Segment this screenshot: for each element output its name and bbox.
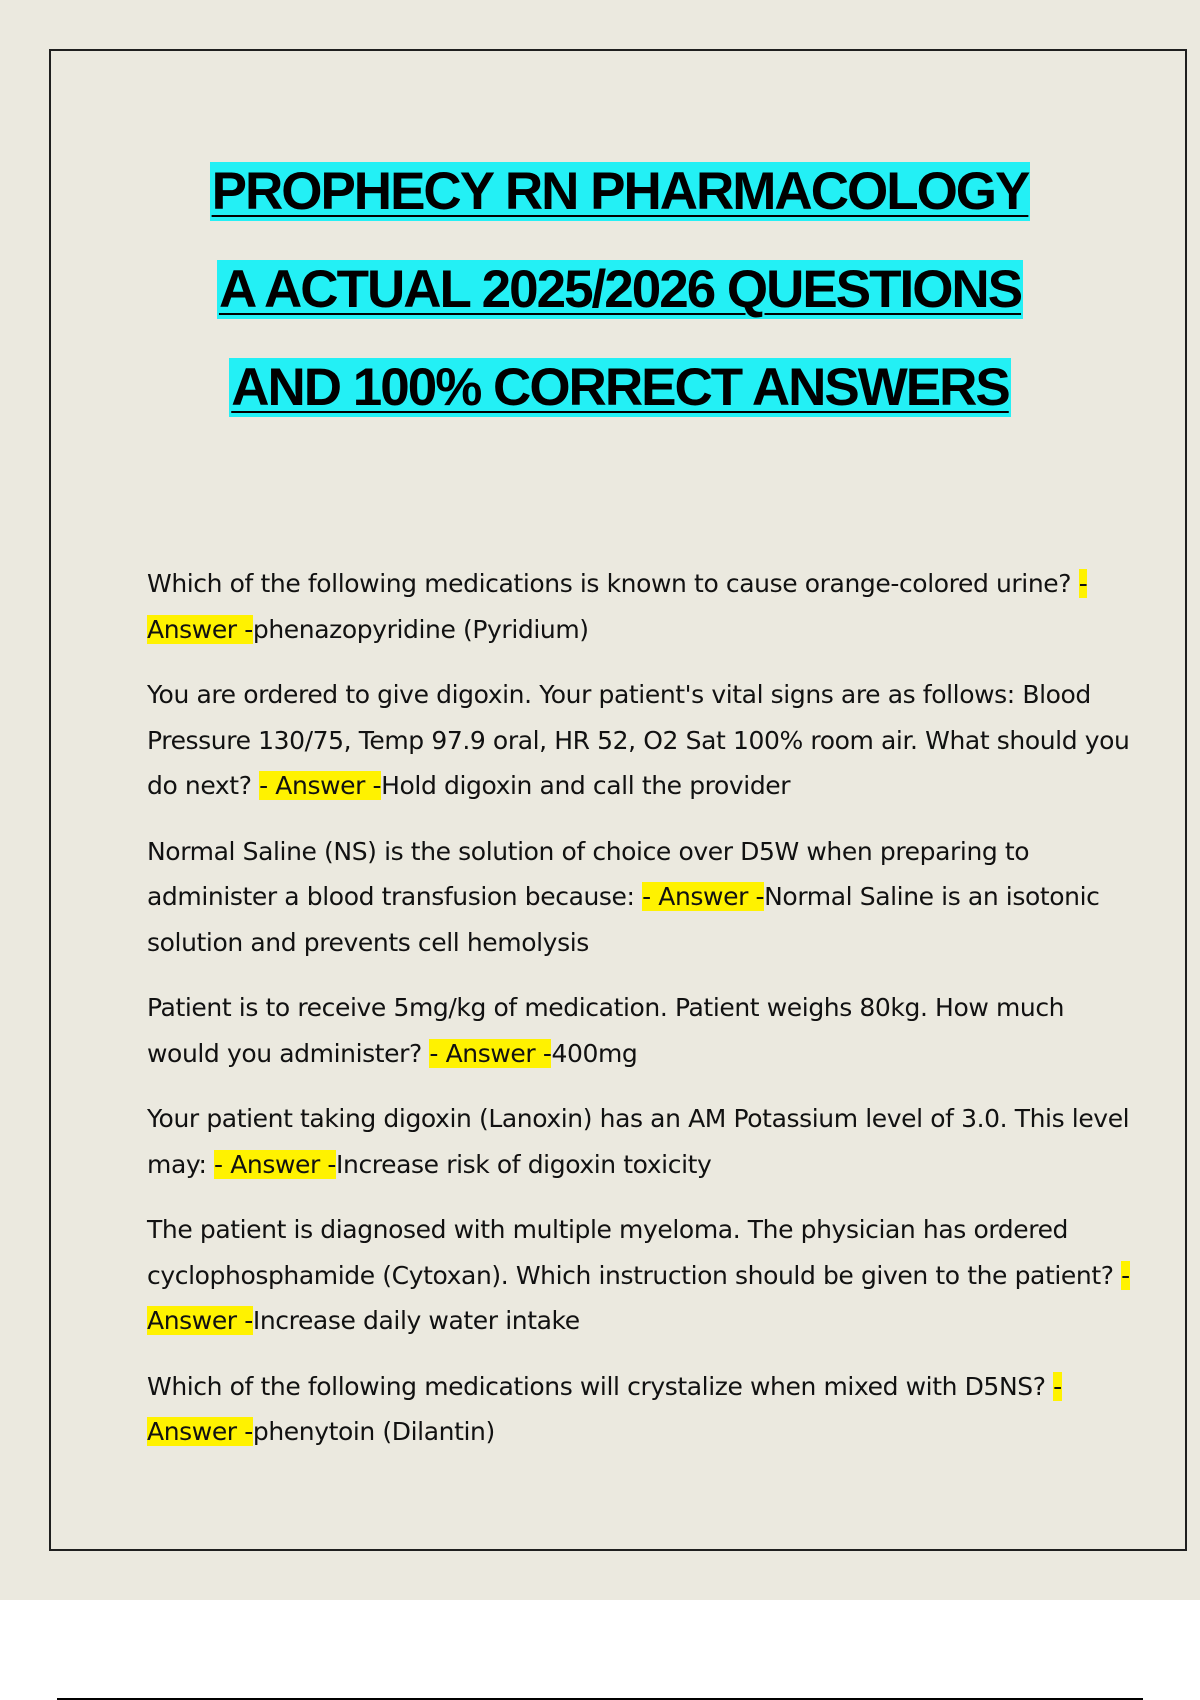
question-text: You are ordered to give digoxin. Your patient's vital signs are as follows: Blood Pressure 130/75, Temp 97.9 oral, HR 52, O2 Sat 100% room air. What should you do next? (147, 680, 1130, 800)
answer-marker: - Answer - (642, 882, 765, 911)
qa-item (147, 829, 1137, 966)
title-line-text: PROPHECY RN PHARMACOLOGY (211, 162, 1029, 221)
document-title (51, 143, 1189, 437)
answer-marker: - Answer - (147, 569, 1088, 644)
title-line (51, 339, 1189, 437)
question-text: Which of the following medications is known to cause orange-colored urine? (147, 569, 1079, 598)
answer-marker: - Answer - (147, 1371, 1062, 1446)
qa-item (147, 1096, 1137, 1187)
qa-item (147, 561, 1137, 652)
title-line-text: AND 100% CORRECT ANSWERS (231, 358, 1009, 417)
question-answer-list (147, 561, 1137, 1475)
question-text: Your patient taking digoxin (Lanoxin) has an AM Potassium level of 3.0. This level may: (147, 1104, 1130, 1179)
qa-item (147, 1364, 1137, 1455)
answer-text: 400mg (551, 1038, 638, 1068)
title-line-text: A ACTUAL 2025/2026 QUESTIONS (218, 260, 1022, 319)
qa-item (147, 985, 1137, 1076)
question-text: Patient is to receive 5mg/kg of medication. Patient weighs 80kg. How much would you administer? (147, 993, 1065, 1068)
question-text: Which of the following medications will crystalize when mixed with D5NS? (147, 1371, 1054, 1401)
answer-text: Increase risk of digoxin toxicity (336, 1149, 712, 1179)
answer-marker: - Answer - (259, 771, 382, 800)
qa-item (147, 1207, 1137, 1344)
answer-text: phenytoin (Dilantin) (252, 1417, 495, 1446)
answer-marker: - Answer - (429, 1038, 552, 1068)
answer-text: Increase daily water intake (252, 1306, 580, 1335)
answer-marker: - Answer - (214, 1149, 337, 1179)
answer-marker: - Answer - (147, 1260, 1130, 1335)
answer-text: Normal Saline is an isotonic solution and prevents cell hemolysis (147, 882, 1100, 957)
question-text: The patient is diagnosed with multiple myeloma. The physician has ordered cyclophosphamide (Cytoxan). Which instruction should be given to the patient? (147, 1215, 1122, 1290)
title-line (51, 241, 1189, 339)
answer-text: Hold digoxin and call the provider (381, 771, 791, 800)
page-border-frame (49, 49, 1187, 1551)
question-text: Normal Saline (NS) is the solution of choice over D5W when preparing to administer a blood transfusion because: (147, 836, 1030, 911)
answer-text: phenazopyridine (Pyridium) (252, 614, 589, 644)
title-line (51, 143, 1189, 241)
qa-item (147, 672, 1137, 809)
